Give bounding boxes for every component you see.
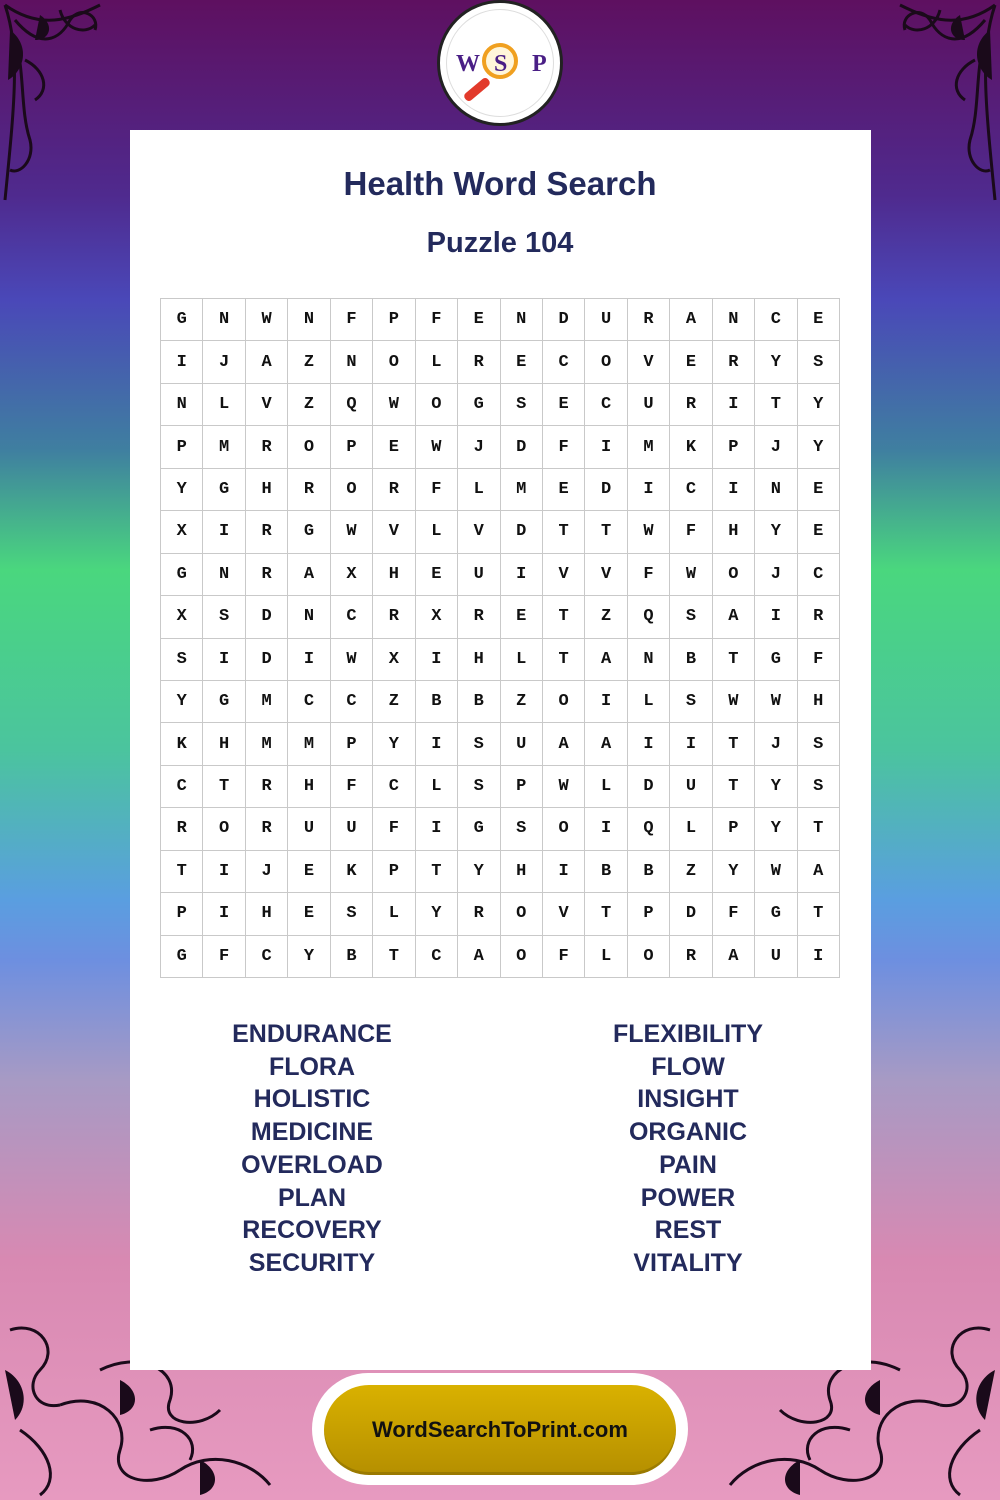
grid-cell[interactable]: U	[585, 299, 627, 341]
grid-cell[interactable]: Y	[755, 808, 797, 850]
grid-cell[interactable]: A	[288, 554, 330, 596]
grid-cell[interactable]: T	[203, 766, 245, 808]
word-item: FLEXIBILITY	[613, 1020, 763, 1048]
grid-cell[interactable]: M	[501, 469, 543, 511]
grid-cell[interactable]: L	[203, 384, 245, 426]
grid-cell[interactable]: L	[416, 341, 458, 383]
grid-cell[interactable]: C	[161, 766, 203, 808]
grid-cell[interactable]: V	[585, 554, 627, 596]
grid-cell[interactable]: L	[585, 936, 627, 978]
grid-cell[interactable]: Q	[628, 808, 670, 850]
grid-cell[interactable]: Z	[670, 851, 712, 893]
grid-cell[interactable]: E	[798, 469, 840, 511]
grid-cell[interactable]: Y	[755, 341, 797, 383]
grid-cell[interactable]: B	[585, 851, 627, 893]
grid-cell[interactable]: W	[543, 766, 585, 808]
grid-cell[interactable]: L	[416, 766, 458, 808]
grid-cell[interactable]: X	[161, 511, 203, 553]
grid-cell[interactable]: Y	[373, 723, 415, 765]
grid-cell[interactable]: T	[585, 511, 627, 553]
word-item: HOLISTIC	[253, 1085, 371, 1114]
grid-cell[interactable]: R	[458, 893, 500, 935]
grid-cell[interactable]: Q	[628, 596, 670, 638]
grid-cell[interactable]: C	[331, 596, 373, 638]
grid-cell[interactable]: I	[585, 681, 627, 723]
grid-cell[interactable]: R	[246, 511, 288, 553]
grid-cell[interactable]: I	[288, 639, 330, 681]
grid-cell[interactable]: G	[161, 299, 203, 341]
grid-cell[interactable]: H	[713, 511, 755, 553]
grid-cell[interactable]: I	[501, 554, 543, 596]
logo-letter: W	[456, 51, 480, 77]
grid-cell[interactable]: T	[585, 893, 627, 935]
grid-cell[interactable]: C	[585, 384, 627, 426]
grid-cell[interactable]: M	[288, 723, 330, 765]
grid-cell[interactable]: T	[713, 723, 755, 765]
grid-cell[interactable]: K	[670, 426, 712, 468]
grid-cell[interactable]: G	[288, 511, 330, 553]
grid-cell[interactable]: C	[543, 341, 585, 383]
word-item: RECOVERY	[242, 1216, 382, 1245]
grid-cell[interactable]: T	[543, 596, 585, 638]
grid-cell[interactable]: Y	[161, 681, 203, 723]
grid-cell[interactable]: I	[416, 723, 458, 765]
grid-cell[interactable]: P	[161, 426, 203, 468]
grid-cell[interactable]: P	[713, 426, 755, 468]
grid-cell[interactable]: F	[331, 766, 373, 808]
grid-cell[interactable]: A	[798, 851, 840, 893]
grid-cell[interactable]: R	[670, 384, 712, 426]
grid-cell[interactable]: C	[416, 936, 458, 978]
grid-cell[interactable]: H	[501, 851, 543, 893]
grid-cell[interactable]: Y	[161, 469, 203, 511]
grid-cell[interactable]: E	[543, 384, 585, 426]
grid-cell[interactable]: N	[203, 299, 245, 341]
grid-cell[interactable]: Z	[501, 681, 543, 723]
grid-cell[interactable]: O	[543, 681, 585, 723]
grid-cell[interactable]: V	[458, 511, 500, 553]
grid-cell[interactable]: T	[713, 639, 755, 681]
grid-cell[interactable]: G	[755, 639, 797, 681]
grid-cell[interactable]: L	[501, 639, 543, 681]
grid-cell[interactable]: Q	[331, 384, 373, 426]
grid-cell[interactable]: H	[288, 766, 330, 808]
grid-cell[interactable]: L	[458, 469, 500, 511]
grid-cell[interactable]: S	[670, 681, 712, 723]
grid-cell[interactable]: O	[713, 554, 755, 596]
grid-cell[interactable]: W	[416, 426, 458, 468]
grid-cell[interactable]: S	[670, 596, 712, 638]
grid-cell[interactable]: F	[670, 511, 712, 553]
word-item: FLORA	[268, 1052, 356, 1081]
word-item: PLAN	[277, 1183, 347, 1212]
grid-cell[interactable]: S	[501, 384, 543, 426]
grid-cell[interactable]: E	[288, 893, 330, 935]
grid-cell[interactable]: O	[628, 936, 670, 978]
grid-cell[interactable]: R	[798, 596, 840, 638]
grid-cell[interactable]: A	[585, 639, 627, 681]
grid-cell[interactable]: E	[501, 341, 543, 383]
grid-cell[interactable]: W	[670, 554, 712, 596]
grid-cell[interactable]: Y	[755, 511, 797, 553]
grid-cell[interactable]: O	[585, 341, 627, 383]
grid-cell[interactable]: X	[331, 554, 373, 596]
grid-cell[interactable]: I	[416, 808, 458, 850]
grid-cell[interactable]: J	[458, 426, 500, 468]
grid-cell[interactable]: W	[628, 511, 670, 553]
grid-cell[interactable]: T	[798, 893, 840, 935]
grid-cell[interactable]: V	[373, 511, 415, 553]
grid-cell[interactable]: R	[246, 426, 288, 468]
grid-cell[interactable]: E	[798, 299, 840, 341]
grid-cell[interactable]: N	[161, 384, 203, 426]
grid-cell[interactable]: T	[798, 808, 840, 850]
grid-cell[interactable]: F	[331, 299, 373, 341]
grid-cell[interactable]: E	[416, 554, 458, 596]
grid-cell[interactable]: A	[246, 341, 288, 383]
grid-cell[interactable]: N	[331, 341, 373, 383]
grid-cell[interactable]: E	[501, 596, 543, 638]
grid-cell[interactable]: H	[458, 639, 500, 681]
logo-letter: S	[494, 51, 508, 77]
grid-cell[interactable]: O	[501, 893, 543, 935]
grid-cell[interactable]: R	[246, 766, 288, 808]
grid-cell[interactable]: L	[670, 808, 712, 850]
grid-cell[interactable]: U	[501, 723, 543, 765]
grid-cell[interactable]: J	[755, 723, 797, 765]
grid-cell[interactable]: R	[373, 469, 415, 511]
grid-cell[interactable]: A	[713, 596, 755, 638]
word-item: ENDURANCE	[232, 1020, 392, 1048]
grid-cell[interactable]: K	[331, 851, 373, 893]
page-title: Health Word Search	[343, 165, 657, 202]
grid-cell[interactable]: D	[628, 766, 670, 808]
grid-cell[interactable]: X	[161, 596, 203, 638]
grid-cell[interactable]: I	[628, 723, 670, 765]
word-item: PAIN	[659, 1150, 717, 1179]
grid-cell[interactable]: C	[798, 554, 840, 596]
grid-cell[interactable]: A	[458, 936, 500, 978]
grid-cell[interactable]: N	[203, 554, 245, 596]
grid-cell[interactable]: D	[670, 893, 712, 935]
word-item: POWER	[640, 1183, 736, 1212]
grid-cell[interactable]: E	[373, 426, 415, 468]
grid-cell[interactable]: H	[246, 469, 288, 511]
grid-cell[interactable]: B	[416, 681, 458, 723]
grid-cell[interactable]: E	[288, 851, 330, 893]
grid-cell[interactable]: Y	[713, 851, 755, 893]
grid-cell[interactable]: Y	[416, 893, 458, 935]
grid-cell[interactable]: G	[203, 469, 245, 511]
grid-cell[interactable]: J	[755, 426, 797, 468]
grid-cell[interactable]: A	[670, 299, 712, 341]
grid-cell[interactable]: W	[246, 299, 288, 341]
grid-cell[interactable]: I	[585, 808, 627, 850]
grid-cell[interactable]: I	[798, 936, 840, 978]
grid-cell[interactable]: A	[713, 936, 755, 978]
grid-cell[interactable]: C	[288, 681, 330, 723]
grid-cell[interactable]: F	[543, 936, 585, 978]
grid-cell[interactable]: G	[161, 554, 203, 596]
grid-cell[interactable]: I	[161, 341, 203, 383]
grid-cell[interactable]: G	[458, 808, 500, 850]
grid-cell[interactable]: D	[543, 299, 585, 341]
grid-cell[interactable]: L	[416, 511, 458, 553]
grid-cell[interactable]: M	[246, 681, 288, 723]
grid-cell[interactable]: M	[246, 723, 288, 765]
grid-cell[interactable]: O	[373, 341, 415, 383]
grid-cell[interactable]: J	[246, 851, 288, 893]
grid-cell[interactable]: S	[458, 766, 500, 808]
grid-cell[interactable]: Z	[288, 341, 330, 383]
grid-cell[interactable]: P	[713, 808, 755, 850]
puzzle-number: Puzzle 104	[426, 227, 574, 259]
grid-cell[interactable]: W	[331, 511, 373, 553]
grid-cell[interactable]: V	[628, 341, 670, 383]
grid-cell[interactable]: P	[331, 426, 373, 468]
grid-cell[interactable]: S	[161, 639, 203, 681]
grid-cell[interactable]: B	[458, 681, 500, 723]
grid-cell[interactable]: J	[755, 554, 797, 596]
logo-letter: P	[532, 51, 547, 77]
grid-cell[interactable]: E	[543, 469, 585, 511]
grid-cell[interactable]: S	[798, 766, 840, 808]
grid-cell[interactable]: B	[331, 936, 373, 978]
grid-cell[interactable]: A	[543, 723, 585, 765]
grid-cell[interactable]: D	[501, 426, 543, 468]
grid-cell[interactable]: R	[161, 808, 203, 850]
grid-cell[interactable]: I	[755, 596, 797, 638]
wsp-logo[interactable]	[437, 0, 563, 126]
grid-cell[interactable]: B	[628, 851, 670, 893]
grid-cell[interactable]: O	[543, 808, 585, 850]
grid-cell[interactable]: P	[501, 766, 543, 808]
grid-cell[interactable]: P	[161, 893, 203, 935]
grid-cell[interactable]: K	[161, 723, 203, 765]
grid-cell[interactable]: F	[543, 426, 585, 468]
grid-cell[interactable]: R	[246, 554, 288, 596]
grid-cell[interactable]: P	[331, 723, 373, 765]
grid-cell[interactable]: E	[798, 511, 840, 553]
grid-cell[interactable]: R	[288, 469, 330, 511]
word-list-right	[538, 1018, 838, 1280]
grid-cell[interactable]: G	[755, 893, 797, 935]
grid-cell[interactable]: S	[458, 723, 500, 765]
grid-cell[interactable]: Z	[373, 681, 415, 723]
grid-cell[interactable]: N	[288, 596, 330, 638]
word-item: ORGANIC	[628, 1118, 748, 1147]
word-item: OVERLOAD	[241, 1150, 383, 1179]
grid-cell[interactable]: I	[203, 511, 245, 553]
grid-cell[interactable]: C	[331, 681, 373, 723]
grid-cell[interactable]: F	[416, 469, 458, 511]
grid-cell[interactable]: F	[373, 808, 415, 850]
grid-cell[interactable]: I	[628, 469, 670, 511]
grid-cell[interactable]: U	[288, 808, 330, 850]
grid-cell[interactable]: E	[458, 299, 500, 341]
letter-grid	[160, 298, 840, 978]
grid-cell[interactable]: G	[161, 936, 203, 978]
grid-cell[interactable]: D	[246, 639, 288, 681]
grid-cell[interactable]: D	[585, 469, 627, 511]
grid-cell[interactable]: F	[416, 299, 458, 341]
grid-cell[interactable]: R	[713, 341, 755, 383]
grid-cell[interactable]: R	[373, 596, 415, 638]
grid-cell[interactable]: S	[331, 893, 373, 935]
grid-cell[interactable]: H	[203, 723, 245, 765]
grid-cell[interactable]: U	[628, 384, 670, 426]
grid-cell[interactable]: P	[373, 851, 415, 893]
grid-cell[interactable]: T	[755, 384, 797, 426]
grid-cell[interactable]: A	[585, 723, 627, 765]
grid-cell[interactable]: T	[416, 851, 458, 893]
grid-cell[interactable]: C	[755, 299, 797, 341]
grid-cell[interactable]: W	[755, 851, 797, 893]
grid-cell[interactable]: I	[585, 426, 627, 468]
grid-cell[interactable]: I	[203, 851, 245, 893]
grid-cell[interactable]: C	[670, 469, 712, 511]
grid-cell[interactable]: I	[670, 723, 712, 765]
grid-cell[interactable]: H	[798, 681, 840, 723]
grid-cell[interactable]: V	[543, 554, 585, 596]
grid-cell[interactable]: C	[373, 766, 415, 808]
grid-cell[interactable]: O	[203, 808, 245, 850]
grid-cell[interactable]: I	[203, 639, 245, 681]
grid-cell[interactable]: W	[713, 681, 755, 723]
grid-cell[interactable]: N	[713, 299, 755, 341]
grid-cell[interactable]: R	[246, 808, 288, 850]
grid-cell[interactable]: Y	[288, 936, 330, 978]
word-list-left	[162, 1018, 462, 1280]
grid-cell[interactable]: N	[288, 299, 330, 341]
grid-cell[interactable]: L	[628, 681, 670, 723]
grid-cell[interactable]: T	[373, 936, 415, 978]
grid-cell[interactable]: F	[628, 554, 670, 596]
grid-cell[interactable]: I	[713, 469, 755, 511]
grid-cell[interactable]: S	[798, 723, 840, 765]
grid-cell[interactable]: R	[628, 299, 670, 341]
word-item: MEDICINE	[250, 1118, 374, 1147]
grid-cell[interactable]: M	[628, 426, 670, 468]
grid-cell[interactable]: P	[373, 299, 415, 341]
grid-cell[interactable]: T	[161, 851, 203, 893]
grid-cell[interactable]: I	[203, 893, 245, 935]
grid-cell[interactable]: R	[458, 596, 500, 638]
grid-cell[interactable]: Y	[798, 384, 840, 426]
grid-cell[interactable]: V	[543, 893, 585, 935]
grid-cell[interactable]: O	[288, 426, 330, 468]
grid-cell[interactable]: J	[203, 341, 245, 383]
grid-cell[interactable]: B	[670, 639, 712, 681]
grid-cell[interactable]: T	[713, 766, 755, 808]
word-item: SECURITY	[248, 1248, 376, 1277]
grid-cell[interactable]: I	[713, 384, 755, 426]
grid-cell[interactable]: O	[416, 384, 458, 426]
grid-cell[interactable]: F	[203, 936, 245, 978]
grid-cell[interactable]: O	[331, 469, 373, 511]
grid-cell[interactable]: D	[501, 511, 543, 553]
grid-cell[interactable]: N	[755, 469, 797, 511]
grid-cell[interactable]: I	[543, 851, 585, 893]
grid-cell[interactable]: F	[713, 893, 755, 935]
word-item: FLOW	[651, 1052, 725, 1081]
grid-cell[interactable]: I	[416, 639, 458, 681]
grid-cell[interactable]: T	[543, 639, 585, 681]
word-item: REST	[654, 1216, 722, 1245]
grid-cell[interactable]: G	[458, 384, 500, 426]
grid-cell[interactable]: N	[628, 639, 670, 681]
grid-cell[interactable]: Y	[458, 851, 500, 893]
grid-cell[interactable]: L	[373, 893, 415, 935]
grid-cell[interactable]: V	[246, 384, 288, 426]
grid-cell[interactable]: S	[501, 808, 543, 850]
grid-cell[interactable]: Z	[288, 384, 330, 426]
grid-cell[interactable]: H	[373, 554, 415, 596]
grid-cell[interactable]: H	[246, 893, 288, 935]
grid-cell[interactable]: W	[331, 639, 373, 681]
grid-cell[interactable]: N	[501, 299, 543, 341]
grid-cell[interactable]: D	[246, 596, 288, 638]
grid-cell[interactable]: T	[543, 511, 585, 553]
grid-cell[interactable]: G	[203, 681, 245, 723]
grid-cell[interactable]: P	[628, 893, 670, 935]
grid-cell[interactable]: O	[501, 936, 543, 978]
grid-cell[interactable]: S	[203, 596, 245, 638]
grid-cell[interactable]: L	[585, 766, 627, 808]
grid-cell[interactable]: M	[203, 426, 245, 468]
site-link-button[interactable]: WordSearchToPrint.com	[324, 1385, 676, 1475]
grid-cell[interactable]: Z	[585, 596, 627, 638]
grid-cell[interactable]: C	[246, 936, 288, 978]
grid-cell[interactable]: U	[755, 936, 797, 978]
grid-cell[interactable]: U	[670, 766, 712, 808]
grid-cell[interactable]: W	[755, 681, 797, 723]
grid-cell[interactable]: E	[670, 341, 712, 383]
grid-cell[interactable]: X	[416, 596, 458, 638]
grid-cell[interactable]: R	[458, 341, 500, 383]
grid-cell[interactable]: F	[798, 639, 840, 681]
word-item: VITALITY	[633, 1248, 743, 1277]
word-item: INSIGHT	[637, 1085, 739, 1114]
grid-cell[interactable]: U	[458, 554, 500, 596]
grid-cell[interactable]: W	[373, 384, 415, 426]
grid-cell[interactable]: U	[331, 808, 373, 850]
grid-cell[interactable]: R	[670, 936, 712, 978]
grid-cell[interactable]: X	[373, 639, 415, 681]
grid-cell[interactable]: Y	[798, 426, 840, 468]
grid-cell[interactable]: Y	[755, 766, 797, 808]
grid-cell[interactable]: S	[798, 341, 840, 383]
